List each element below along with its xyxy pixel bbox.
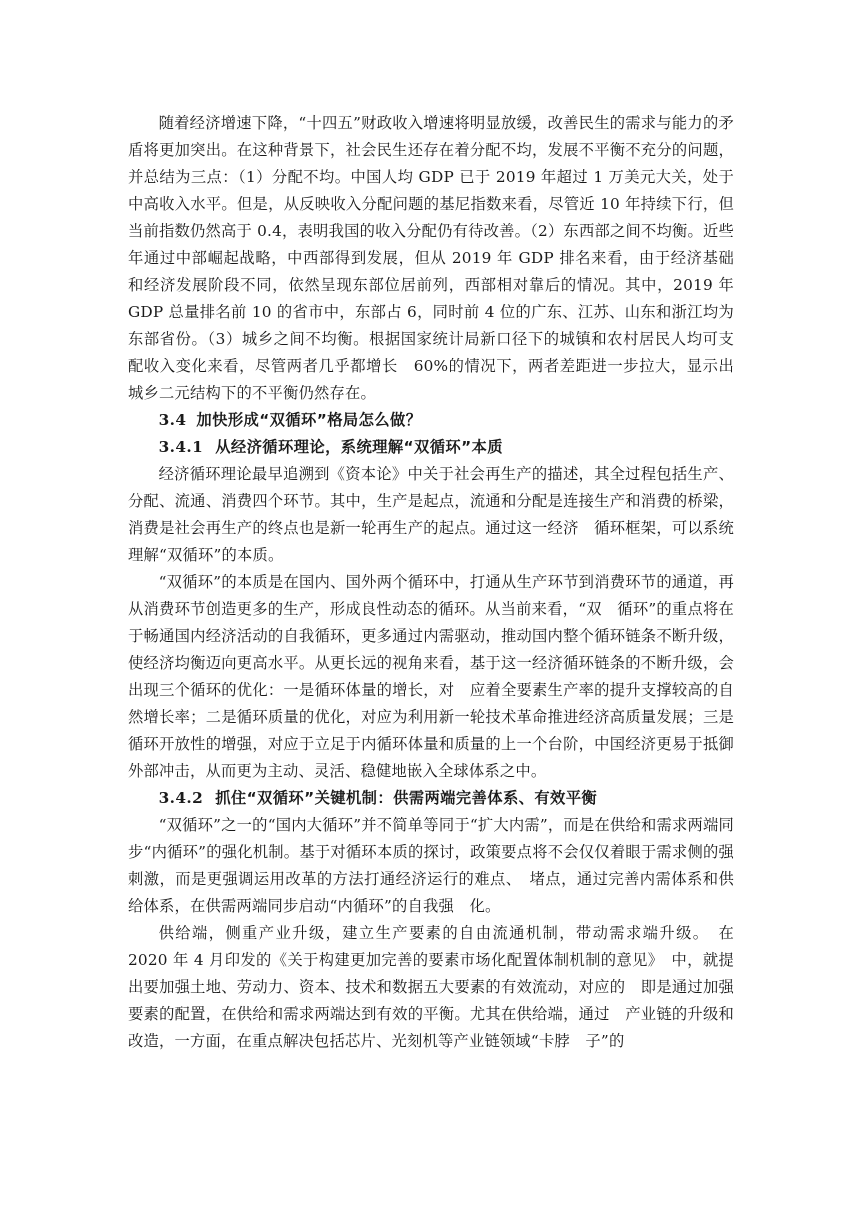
section-number: 3.4.2: [158, 789, 204, 807]
paragraph-dual-circulation-essence: “双循环”的本质是在国内、国外两个循环中，打通从生产环节到消费环节的通道，再从消费环节创造更多的生产，形成良性动态的循环。从当前来看，“双 循环”的重点将在于畅通国内经济活动的自我循环，更多通过内需驱动，推动国内整个循环链条不断升级，使经济均衡迈向更高水平。从更长远的视角来看，基于这一经济循环链条的不断升级，会出现三个循环的优化：一是循环体量的增长，对 应着全要素生产率的提升支撑较高的自然增长率；二是循环质量的优化，对应为利用新一轮技术革命推进经济高质量发展；三是循环开放性的增强，对应于立足于内循环体量和质量的上一个台阶，中国经济更易于抵御外部冲击，从而更为主动、灵活、稳健地嵌入全球体系之中。: [128, 573, 734, 780]
paragraph-circulation-theory: 经济循环理论最早追溯到《资本论》中关于社会再生产的描述，其全过程包括生产、分配、流通、消费四个环节。其中，生产是起点，流通和分配是连接生产和消费的桥梁，消费是社会再生产的终点也是新一轮再生产的起点。通过这一经济 循环框架，可以系统理解“双循环”的本质。: [128, 465, 734, 564]
section-heading-3-4-2: [128, 785, 734, 812]
paragraph-domestic-circulation: “双循环”之一的“国内大循环”并不简单等同于“扩大内需”，而是在供给和需求两端同步“内循环”的强化机制。基于对循环本质的探讨，政策要点将不会仅仅着眼于需求侧的强刺激，而是更强调运用改革的方法打通经济运行的难点、 堵点，通过完善内需体系和供给体系，在供需两端同步启动“内循环”的自我强 化。: [128, 816, 734, 915]
section-number: 3.4: [158, 411, 187, 429]
section-title: 加快形成“双循环”格局怎么做？: [196, 411, 422, 429]
section-title: 抓住“双循环”关键机制：供需两端完善体系、有效平衡: [215, 789, 598, 807]
paragraph-social-imbalance: 随着经济增速下降，“十四五”财政收入增速将明显放缓，改善民生的需求与能力的矛盾将更加突出。在这种背景下，社会民生还存在着分配不均，发展不平衡不充分的问题，并总结为三点：（1）分配不均。中国人均 GDP 已于 2019 年超过 1 万美元大关，处于中高收入水平。但是，从反映收入分配问题的基尼指数来看，尽管近 10 年持续下行，但当前指数仍然高于 0.4，表明我国的收入分配仍有待改善。（2）东西部之间不均衡。近些年通过中部崛起战略，中西部得到发展，但从 2019 年 GDP 排名来看，由于经济基础和经济发展阶段不同，依然呈现东部位居前列，西部相对靠后的情况。其中，2019 年 GDP 总量排名前 10 的省市中，东部占 6，同时前 4 位的广东、江苏、山东和浙江均为东部省份。（3）城乡之间不均衡。根据国家统计局新口径下的城镇和农村居民人均可支配收入变化来看，尽管两者几乎都增长 60%的情况下，两者差距进一步拉大，显示出城乡二元结构下的不平衡仍然存在。: [128, 114, 734, 402]
section-heading-3-4-1: [128, 434, 734, 461]
document-body: [128, 110, 734, 1055]
section-heading-3-4: [128, 407, 734, 434]
section-title: 从经济循环理论，系统理解“双循环”本质: [215, 438, 503, 456]
section-number: 3.4.1: [158, 438, 204, 456]
paragraph-supply-side: 供给端，侧重产业升级，建立生产要素的自由流通机制，带动需求端升级。 在 2020 年 4 月印发的《关于构建更加完善的要素市场化配置体制机制的意见》 中，就提出要加强土地、劳动力、资本、技术和数据五大要素的有效流动，对应的 即是通过加强要素的配置，在供给和需求两端达到有效的平衡。尤其在供给端，通过 产业链的升级和改造，一方面，在重点解决包括芯片、光刻机等产业链领域“卡脖 子”的: [128, 924, 734, 1050]
